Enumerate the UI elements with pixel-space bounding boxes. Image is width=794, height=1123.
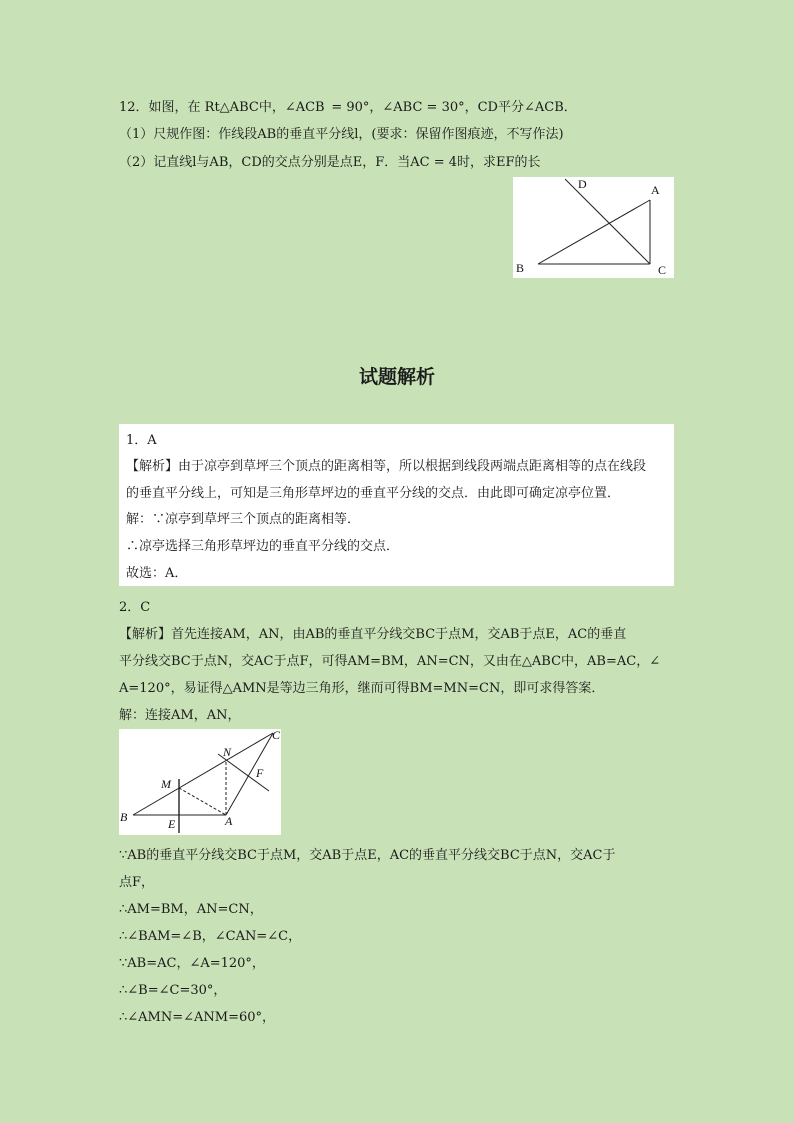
label-n: N: [223, 745, 232, 759]
answer-2-step-1: ∵AB的垂直平分线交BC于点M，交AB于点E，AC的垂直平分线交BC于点N，交AC于: [119, 848, 616, 863]
answer-1-solution-2: ∴凉亭选择三角形草坪边的垂直平分线的交点．: [126, 539, 400, 554]
segment-ab: [538, 200, 650, 264]
answer-2-step-3: ∴AM=BM，AN=CN，: [119, 902, 263, 917]
segment-cd: [565, 179, 650, 264]
answer-2-solution-intro: 解：连接AM，AN，: [119, 708, 241, 723]
answer-2-step-4: ∴∠BAM=∠B，∠CAN=∠C，: [119, 929, 302, 944]
answer-2-analysis-3: A=120°，易证得△AMN是等边三角形，继而可得BM=MN=CN，即可求得答案．: [119, 681, 605, 696]
triangle-figure-1: [513, 177, 674, 278]
answer-1-analysis-2: 的垂直平分线上，可知是三角形草坪边的垂直平分线的交点．由此即可确定凉亭位置．: [126, 486, 621, 501]
answer-2-analysis-2: 平分线交BC于点N，交AC于点F，可得AM=BM，AN=CN，又由在△ABC中，AB=AC，∠: [119, 654, 661, 669]
dashed-am: [179, 788, 226, 815]
answer-2-number: 2．C: [119, 600, 151, 615]
answer-2-step-6: ∴∠B=∠C=30°，: [119, 983, 227, 998]
label-f: F: [256, 766, 264, 780]
answer-1-box: [119, 424, 674, 586]
segment-ac: [226, 733, 273, 815]
section-title: 试题解析: [358, 366, 435, 388]
label-c: C: [272, 729, 281, 742]
answer-1-number: 1．A: [126, 433, 157, 448]
label-a: A: [651, 183, 660, 197]
problem-line-1: 12．如图，在 Rt△ABC中，∠ACB = 90°，∠ABC = 30°，CD平分∠ACB．: [119, 100, 577, 115]
label-b: B: [516, 261, 525, 275]
answer-2-step-7: ∴∠AMN=∠ANM=60°，: [119, 1010, 276, 1025]
segment-bc: [133, 733, 273, 815]
problem-line-3: （2）记直线l与AB，CD的交点分别是点E，F．当AC = 4时，求EF的长: [119, 155, 541, 170]
label-c: C: [658, 263, 667, 277]
label-e: E: [168, 817, 176, 831]
triangle-figure-2: [119, 729, 281, 835]
answer-1-solution-3: 故选：A．: [126, 566, 188, 581]
answer-1-solution-1: 解：∵凉亭到草坪三个顶点的距离相等．: [126, 512, 361, 527]
label-a: A: [225, 814, 233, 828]
answer-2-step-5: ∵AB=AC，∠A=120°，: [119, 956, 265, 971]
answer-2-step-2: 点F，: [119, 875, 155, 890]
label-b: B: [120, 810, 128, 824]
answer-1-analysis: 【解析】由于凉亭到草坪三个顶点的距离相等，所以根据到线段两端点距离相等的点在线段: [126, 459, 647, 474]
label-m: M: [161, 777, 171, 791]
problem-line-2: （1）尺规作图：作线段AB的垂直平分线l，(要求：保留作图痕迹，不写作法): [119, 127, 564, 142]
label-d: D: [578, 177, 587, 191]
answer-2-analysis-1: 【解析】首先连接AM，AN，由AB的垂直平分线交BC于点M，交AB于点E，AC的垂直: [119, 627, 627, 642]
